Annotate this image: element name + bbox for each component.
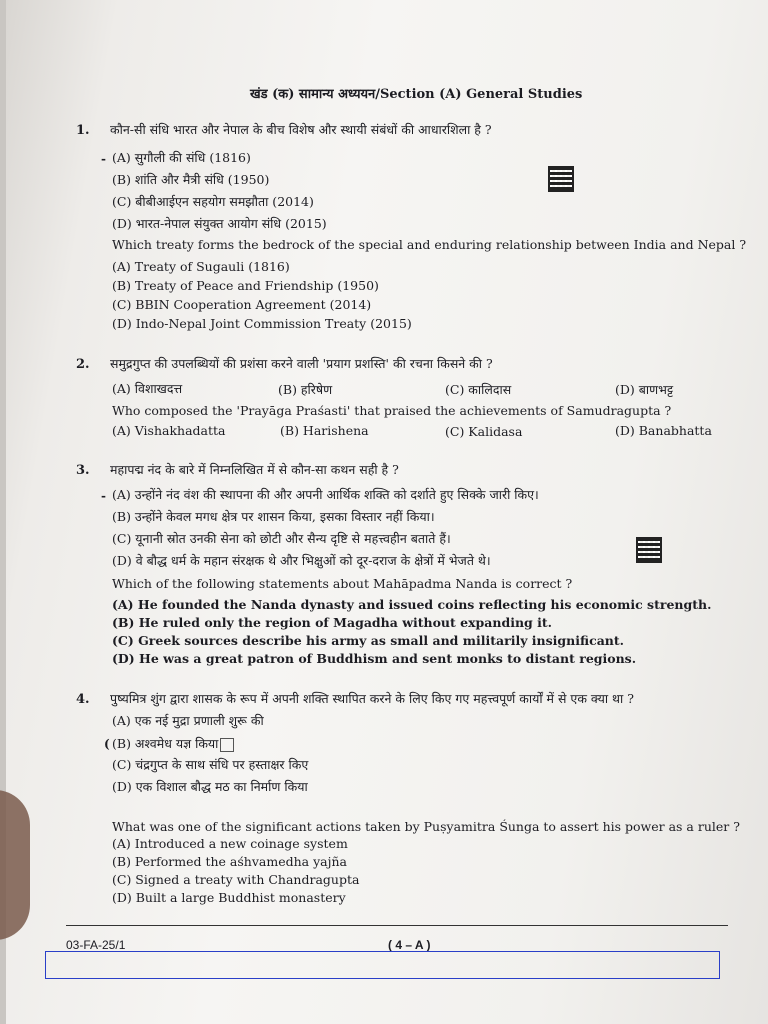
hindi-option: (D) बाणभट्ट xyxy=(615,382,674,397)
hindi-option: (D) वे बौद्ध धर्म के महान संरक्षक थे और भिक्षुओं को दूर-दराज के क्षेत्रों में भेजते थे। xyxy=(112,553,491,568)
hindi-option: (A) उन्होंने नंद वंश की स्थापना की और अपनी आर्थिक शक्ति को दर्शाते हुए सिक्के जारी किए। xyxy=(112,487,539,502)
annotation-box xyxy=(45,951,720,979)
english-option: (A) Introduced a new coinage system xyxy=(112,836,348,851)
english-option: (C) Signed a treaty with Chandragupta xyxy=(112,872,360,887)
english-question: Which treaty forms the bedrock of the special and enduring relationship between India and Nepal ? xyxy=(112,237,747,252)
hindi-option: (D) एक विशाल बौद्ध मठ का निर्माण किया xyxy=(112,779,308,794)
hindi-option: (D) भारत-नेपाल संयुक्त आयोग संधि (2015) xyxy=(112,216,327,231)
hindi-option: (C) कालिदास xyxy=(445,382,512,397)
english-option: (D) He was a great patron of Buddhism and sent monks to distant regions. xyxy=(112,651,637,666)
english-question: Which of the following statements about Mahāpadma Nanda is correct ? xyxy=(112,576,573,591)
hindi-option: (C) बीबीआईएन सहयोग समझौता (2014) xyxy=(112,194,314,209)
thumb-shadow xyxy=(0,790,30,940)
english-option: (A) Treaty of Sugauli (1816) xyxy=(112,259,290,274)
footer-divider xyxy=(66,925,728,926)
english-option: (D) Built a large Buddhist monastery xyxy=(112,890,346,905)
english-option: (B) Treaty of Peace and Friendship (1950) xyxy=(112,278,379,293)
question-number: 4. xyxy=(76,692,90,707)
english-option: (D) Banabhatta xyxy=(615,423,712,438)
hindi-option: (B) उन्होंने केवल मगध क्षेत्र पर शासन किया, इसका विस्तार नहीं किया। xyxy=(112,509,435,524)
hindi-option: (A) सुगौली की संधि (1816) xyxy=(112,150,251,165)
english-option: (A) Vishakhadatta xyxy=(112,423,226,438)
english-option: (B) He ruled only the region of Magadha without expanding it. xyxy=(112,615,553,630)
english-option: (A) He founded the Nanda dynasty and issued coins reflecting his economic strength. xyxy=(112,597,712,612)
hindi-option: (B) शांति और मैत्री संधि (1950) xyxy=(112,172,270,187)
hindi-question: कौन-सी संधि भारत और नेपाल के बीच विशेष और स्थायी संबंधों की आधारशिला है ? xyxy=(110,122,492,137)
english-option: (C) Kalidasa xyxy=(445,424,523,439)
hindi-question: समुद्रगुप्त की उपलब्धियों की प्रशंसा करने वाली 'प्रयाग प्रशस्ति' की रचना किसने की ? xyxy=(110,356,493,371)
hindi-option: (A) एक नई मुद्रा प्रणाली शुरू की xyxy=(112,713,264,728)
hindi-question: पुष्यमित्र शुंग द्वारा शासक के रूप में अपनी शक्ति स्थापित करने के लिए किए गए महत्त्वपूर्ण कार्यों में से एक क्या था ? xyxy=(110,691,634,706)
english-option: (D) Indo-Nepal Joint Commission Treaty (2015) xyxy=(112,316,412,331)
hindi-option: (B) हरिषेण xyxy=(278,382,333,397)
english-question: Who composed the 'Prayāga Praśasti' that praised the achievements of Samudragupta ? xyxy=(112,403,672,418)
qr-code-icon xyxy=(548,166,574,192)
paper-code: 03-FA-25/1 xyxy=(66,938,126,952)
checkbox-icon xyxy=(220,738,234,752)
english-question: What was one of the significant actions taken by Puṣyamitra Śunga to assert his power as a ruler ? xyxy=(112,819,740,834)
section-title: खंड (क) सामान्य अध्ययन/Section (A) General Studies xyxy=(250,87,583,102)
question-number: 2. xyxy=(76,357,90,372)
hindi-question: महापद्म नंद के बारे में निम्नलिखित में से कौन-सा कथन सही है ? xyxy=(110,462,399,477)
english-option: (B) Harishena xyxy=(280,423,369,438)
tick-mark: - xyxy=(101,152,106,166)
tick-mark: - xyxy=(101,489,106,503)
hindi-option: (C) चंद्रगुप्त के साथ संधि पर हस्ताक्षर किए xyxy=(112,757,309,772)
english-option: (B) Performed the aśhvamedha yajña xyxy=(112,854,347,869)
english-option: (C) Greek sources describe his army as small and militarily insignificant. xyxy=(112,633,625,648)
page-number: ( 4 – A ) xyxy=(388,938,431,952)
question-number: 1. xyxy=(76,123,90,138)
tick-mark: ( xyxy=(104,737,110,751)
question-number: 3. xyxy=(76,463,90,478)
qr-code-icon xyxy=(636,537,662,563)
hindi-option: (A) विशाखदत्त xyxy=(112,381,183,396)
hindi-option-text: (B) अश्वमेध यज्ञ किया xyxy=(112,736,219,751)
hindi-option: (C) यूनानी स्रोत उनकी सेना को छोटी और सैन्य दृष्टि से महत्त्वहीन बताते हैं। xyxy=(112,531,451,546)
english-option: (C) BBIN Cooperation Agreement (2014) xyxy=(112,297,372,312)
hindi-option-selected xyxy=(112,736,234,752)
